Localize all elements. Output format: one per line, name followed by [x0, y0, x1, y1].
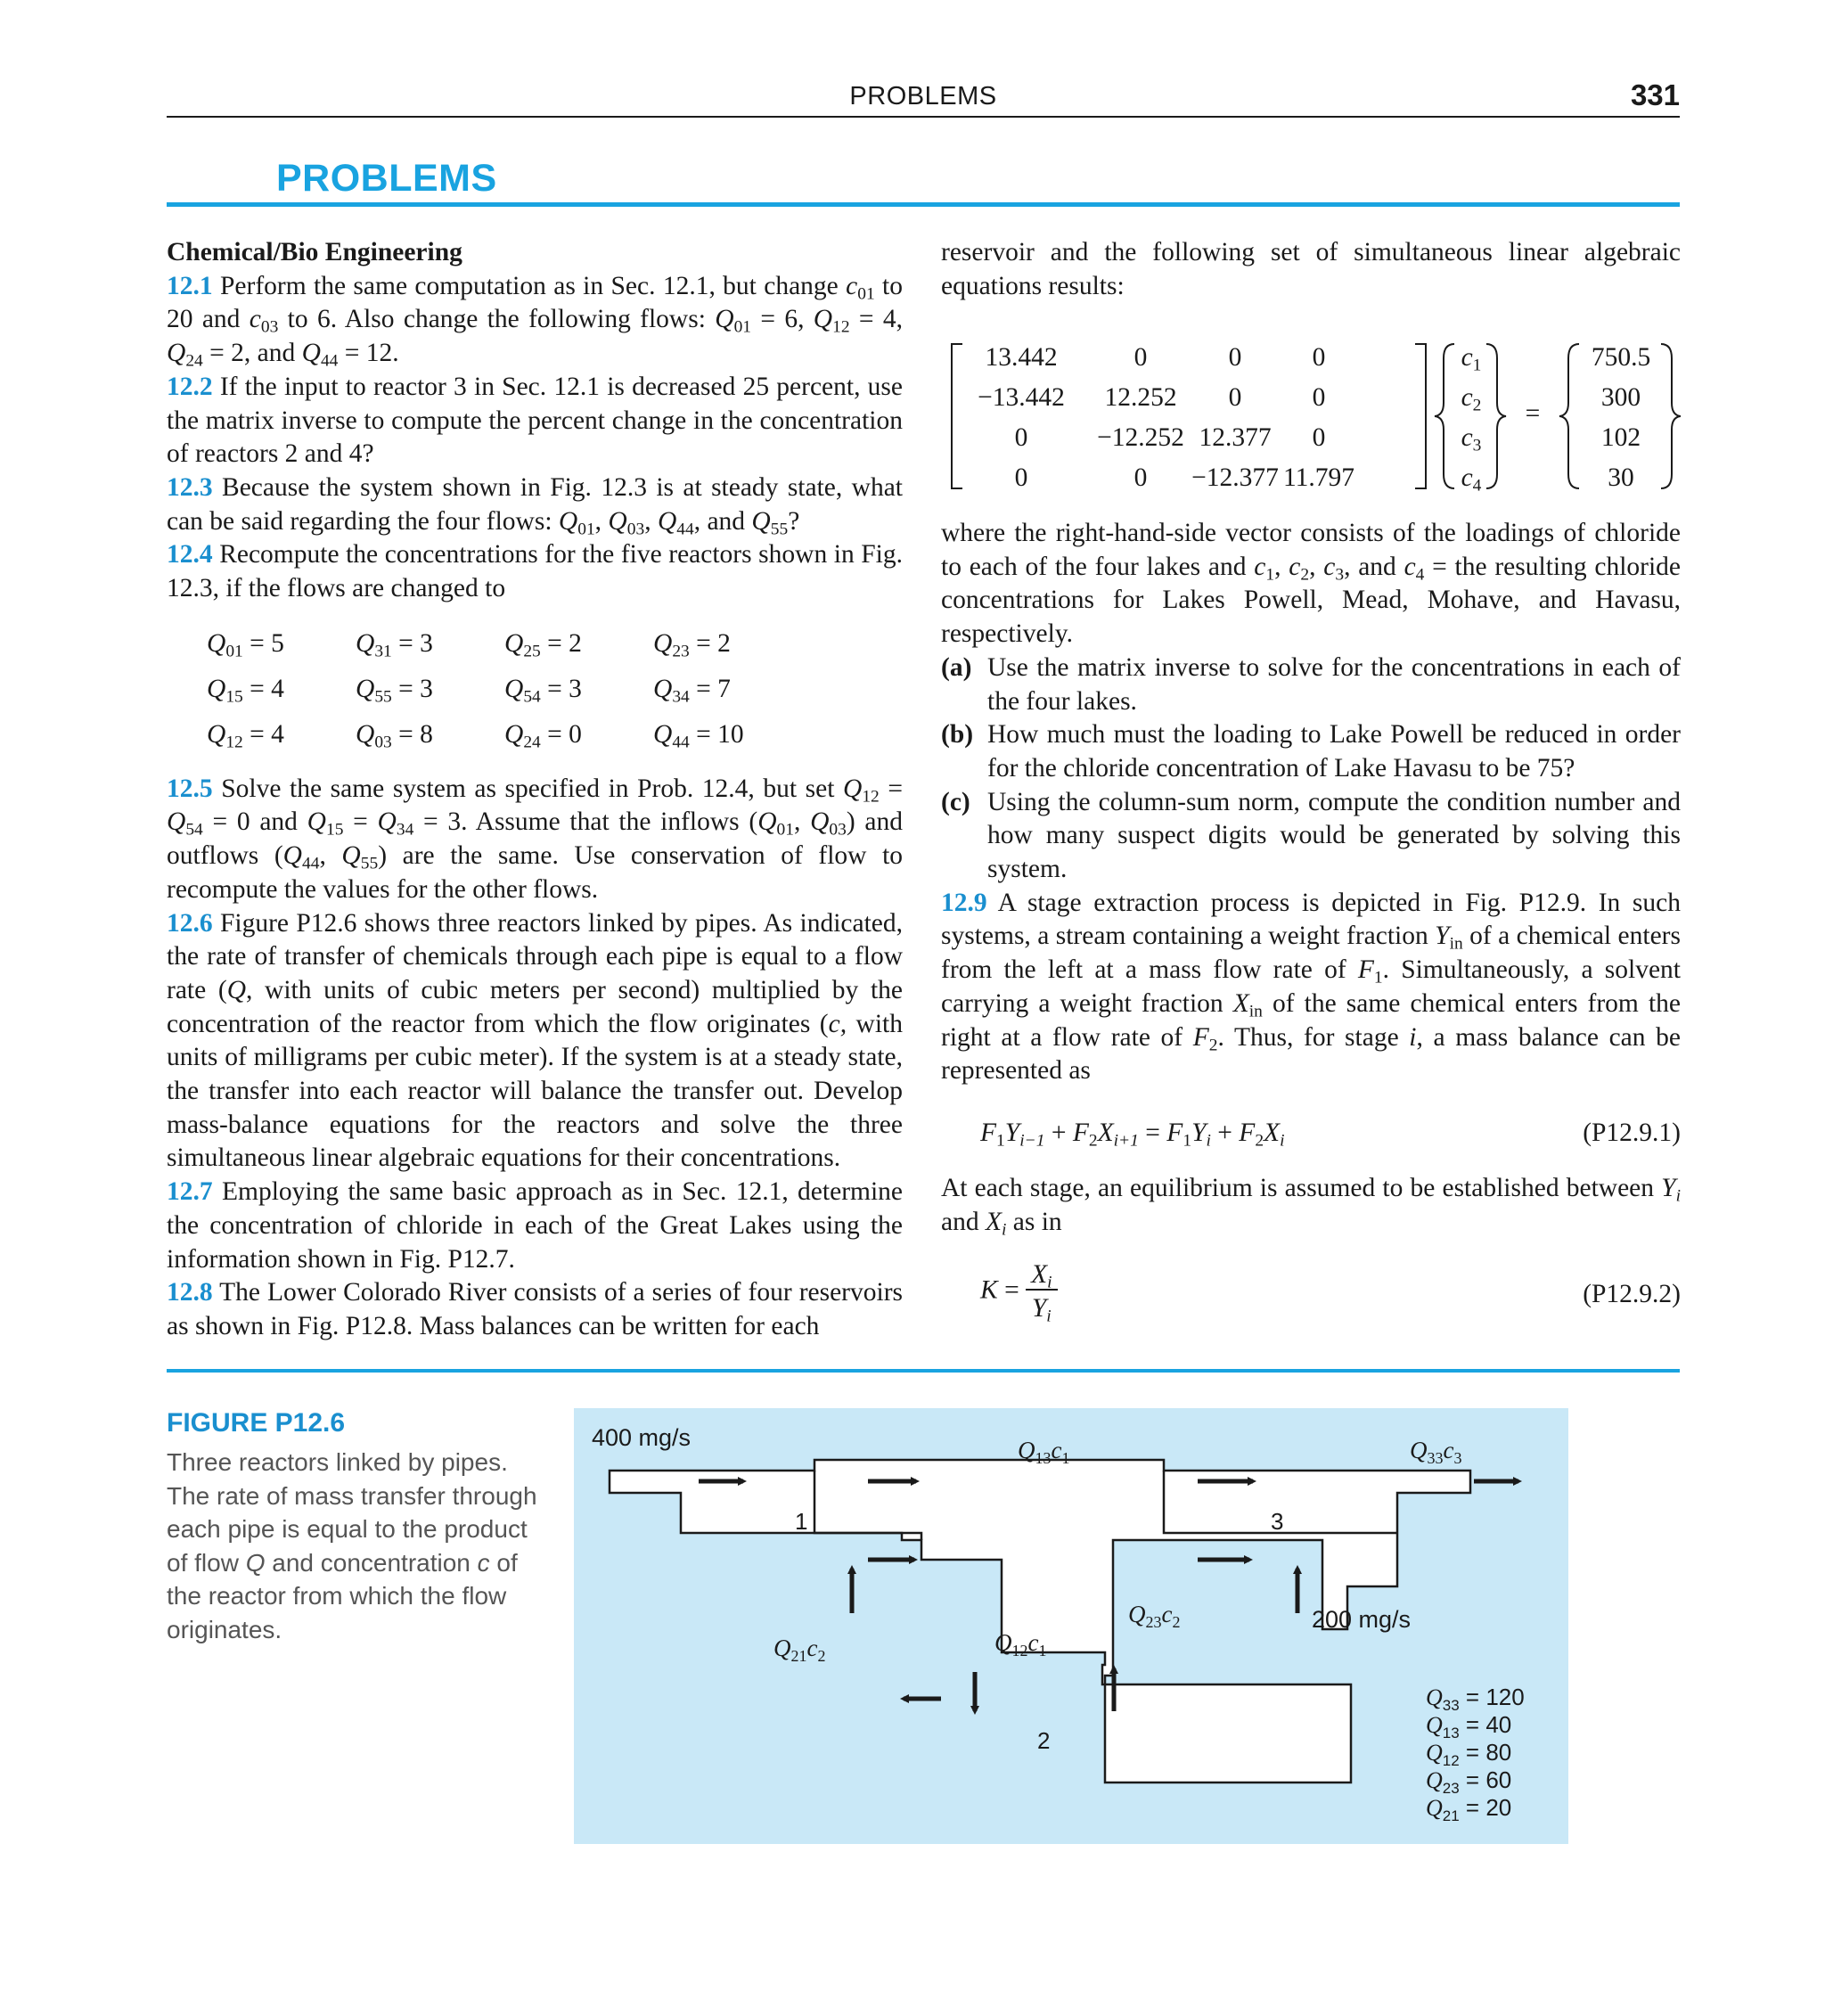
- problem-12-8: 12.8 The Lower Colorado River consists of a series of four reservoirs as shown in Fig. P12.8. Mass balances can be written for each: [167, 1278, 904, 1340]
- equation-p12-9-2: K = $\frac{X_i}{Y_i}$ (P12.9.2): [980, 1260, 1681, 1326]
- matrix-cell: 0: [1312, 343, 1326, 372]
- flow-value: $Q_{23} = 60$: [1426, 1766, 1512, 1797]
- problem-number: 12.8: [167, 1278, 213, 1307]
- question-item: (b) How much must the loading to Lake Powell be reduced in order for the chloride concentration of Lake Havasu to be 75?: [941, 720, 1681, 783]
- problem-12-9: 12.9 A stage extraction process is depicted in Fig. P12.9. In such systems, a stream containing a weight fraction $Y_{in}$ of a chemical enters from the left at a mass flow rate of $F_1$. Simultaneously, a solvent carrying a weight fraction $X_{in}$ of the same chemical enters from the right at a flow rate of $F_2$. Thus, for stage i, a mass balance can be represented as: [941, 888, 1682, 1086]
- rhs-vector-entry: 750.5: [1591, 343, 1651, 372]
- problem-number: 12.5: [167, 774, 213, 803]
- problem-number: 12.6: [167, 908, 213, 938]
- problem-number: 12.1: [167, 271, 213, 300]
- inflow-label-3: 200 mg/s: [1312, 1606, 1412, 1633]
- problem-12-6: 12.6 Figure P12.6 shows three reactors linked by pipes. As indicated, the rate of transfer of chemicals through each pipe is equal to a flow rate (Q, with units of cubic meters per second) multiplied by the concentration of the reactor from which the flow originates (c, with units of milligrams per cubic meter). If the system is at a steady state, the transfer into each reactor will balance the transfer out. Develop mass-balance equations for the reactors and solve the three simultaneous linear algebraic equations for their concentrations.: [167, 908, 903, 1173]
- matrix-cell: 13.442: [985, 343, 1058, 372]
- inflow-label-1: 400 mg/s: [592, 1424, 692, 1451]
- title-rule: [167, 202, 1680, 207]
- label-q33c3: $Q_{33}c_3$: [1410, 1437, 1462, 1467]
- matrix-cell: −13.442: [978, 383, 1065, 412]
- equation-label: (P12.9.1): [1583, 1118, 1681, 1147]
- page-title: PROBLEMS: [276, 157, 497, 200]
- section-name: PROBLEMS: [849, 82, 997, 111]
- matrix-equation: [948, 342, 1681, 496]
- flow-value: $Q_{12} = 80$: [1426, 1739, 1512, 1769]
- label-q12c1: $Q_{12}c_1$: [994, 1629, 1047, 1660]
- matrix-cell: 11.797: [1282, 463, 1355, 492]
- flow-cell: $Q_{44} = 10$: [653, 720, 744, 752]
- flow-row: [207, 668, 802, 713]
- problem-12-7: 12.7 Employing the same basic approach as in Sec. 12.1, determine the concentration of chloride in each of the Great Lakes using the information shown in Fig. P12.7.: [167, 1177, 904, 1274]
- flow-cell: $Q_{01} = 5$: [207, 629, 284, 661]
- flow-values: [1426, 1684, 1525, 1824]
- matrix-cell: 0: [1312, 423, 1326, 452]
- label-q21c2: $Q_{21}c_2$: [773, 1635, 826, 1665]
- matrix-cell: 0: [1312, 383, 1326, 412]
- reactor-1-label: 1: [795, 1508, 808, 1535]
- unknown-vector-entry: $c_4$: [1461, 463, 1482, 496]
- figure-title: FIGURE P12.6: [167, 1408, 346, 1438]
- rhs-vector-entry: 30: [1608, 463, 1634, 492]
- problem-number: 12.9: [941, 888, 987, 917]
- problem-12-3: 12.3 Because the system shown in Fig. 12.3 is at steady state, what can be said regarding the four flows: $Q_{01}$, $Q_{03}$, $Q_{44}$, and $Q_{55}$?: [167, 472, 903, 539]
- flow-value: $Q_{13} = 40$: [1426, 1711, 1512, 1741]
- flow-value: $Q_{33} = 120$: [1426, 1684, 1525, 1714]
- unknown-vector-entry: $c_3$: [1461, 423, 1482, 455]
- reactor-network: [574, 1408, 1568, 1844]
- flow-row: [207, 622, 802, 668]
- reactor-2-label: 2: [1037, 1727, 1051, 1754]
- flow-cell: $Q_{12} = 4$: [207, 720, 284, 752]
- rhs-vector-entry: 102: [1600, 423, 1641, 452]
- page-number: 331: [1630, 78, 1680, 111]
- flow-cell: $Q_{25} = 2$: [504, 629, 582, 661]
- equilibrium-text: At each stage, an equilibrium is assumed to be established between $Y_i$ and $X_i$ as in: [941, 1173, 1681, 1240]
- equation-label: (P12.9.2): [1583, 1280, 1681, 1309]
- matrix-cell: −12.377: [1191, 463, 1279, 492]
- flow-cell: $Q_{03} = 8$: [356, 720, 433, 752]
- subsection-heading: Chemical/Bio Engineering: [167, 238, 462, 266]
- matrix-cell: 0: [1014, 463, 1028, 492]
- flow-cell: $Q_{55} = 3$: [356, 675, 433, 707]
- matrix-explanation: where the right-hand-side vector consists of the loadings of chloride to each of the four lakes and $c_1$, $c_2$, $c_3$, and $c_4$ = the resulting chloride concentrations for Lakes Powell, Mead, Mohave, and Havasu, respectively.: [941, 519, 1682, 649]
- flow-row: [207, 713, 802, 758]
- flow-cell: $Q_{54} = 3$: [504, 675, 582, 707]
- problem-12-8-continued: reservoir and the following set of simultaneous linear algebraic equations results:: [941, 238, 1681, 300]
- unknown-vector-entry: $c_1$: [1461, 343, 1482, 375]
- problem-number: 12.7: [167, 1177, 213, 1207]
- equation-p12-9-1: $F_1Y_{i-1} + F_2X_{i+1} = F_1Y_i + F_2X_i$ (P12.9.1): [980, 1118, 1681, 1151]
- label-q23c2: $Q_{23}c_2$: [1128, 1601, 1181, 1631]
- matrix-cell: 0: [1228, 383, 1242, 412]
- question-list: [941, 652, 1681, 887]
- reactor-diagram: [574, 1408, 1568, 1844]
- matrix-cell: 12.252: [1104, 383, 1177, 412]
- problem-number: 12.2: [167, 372, 213, 401]
- rhs-vector-entry: 300: [1600, 383, 1641, 412]
- unknown-vector-entry: $c_2$: [1461, 383, 1482, 415]
- figure-caption-text: Three reactors linked by pipes. The rate of mass transfer through each pipe is equal to the product of flow Q and concentration c of the reactor from which the flow originates.: [167, 1448, 537, 1643]
- question-item: (a) Use the matrix inverse to solve for the concentrations in each of the four lakes.: [941, 652, 1681, 716]
- flow-cell: $Q_{31} = 3$: [356, 629, 433, 661]
- matrix-cell: 0: [1133, 343, 1148, 372]
- matrix-cell: 0: [1014, 423, 1028, 452]
- flow-cell: $Q_{24} = 0$: [504, 720, 582, 752]
- problem-12-1: 12.1 Perform the same computation as in Sec. 12.1, but change $c_{01}$ to 20 and $c_{03}$ to 6. Also change the following flows: $Q_{01} = 6$, $Q_{12} = 4$, $Q_{24} = 2$, and $Q_{44} = 12$.: [167, 271, 904, 371]
- flow-table: [207, 622, 802, 758]
- label-q13c1: $Q_{13}c_1$: [1018, 1437, 1070, 1467]
- matrix-cell: 0: [1133, 463, 1148, 492]
- matrix-cell: 0: [1228, 343, 1242, 372]
- problem-number: 12.3: [167, 472, 213, 502]
- figure-rule: [167, 1369, 1680, 1373]
- reactor-3-label: 3: [1271, 1508, 1284, 1535]
- problem-12-5: 12.5 Solve the same system as specified in Prob. 12.4, but set $Q_{12} = Q_{54} = 0$ and $Q_{15} = Q_{34} = 3$. Assume that the inflows ($Q_{01}$, $Q_{03}$) and outflows ($Q_{44}$, $Q_{55}$) are the same. Use conservation of flow to recompute the values for the other flows.: [167, 774, 904, 904]
- flow-value: $Q_{21} = 20$: [1426, 1794, 1512, 1824]
- question-item: (c) Using the column-sum norm, compute the condition number and how many suspect digits would be generated by solving this system.: [941, 787, 1681, 884]
- matrix-cell: −12.252: [1097, 423, 1184, 452]
- problem-number: 12.4: [167, 540, 213, 570]
- problem-12-2: 12.2 If the input to reactor 3 in Sec. 12.1 is decreased 25 percent, use the matrix inverse to compute the percent change in the concentration of reactors 2 and 4?: [167, 372, 904, 469]
- running-header: [167, 78, 1680, 118]
- flow-cell: $Q_{34} = 7$: [653, 675, 731, 707]
- flow-cell: $Q_{15} = 4$: [207, 675, 284, 707]
- matrix-cell: 12.377: [1199, 423, 1272, 452]
- equals-sign: =: [1525, 399, 1541, 428]
- problem-12-4: 12.4 Recompute the concentrations for the five reactors shown in Fig. 12.3, if the flows are changed to: [167, 540, 903, 603]
- right-column-continued: [941, 517, 1681, 1333]
- flow-cell: $Q_{23} = 2$: [653, 629, 731, 661]
- right-column: [941, 236, 1681, 303]
- figure-caption: [167, 1408, 541, 1646]
- left-column: [167, 236, 903, 1344]
